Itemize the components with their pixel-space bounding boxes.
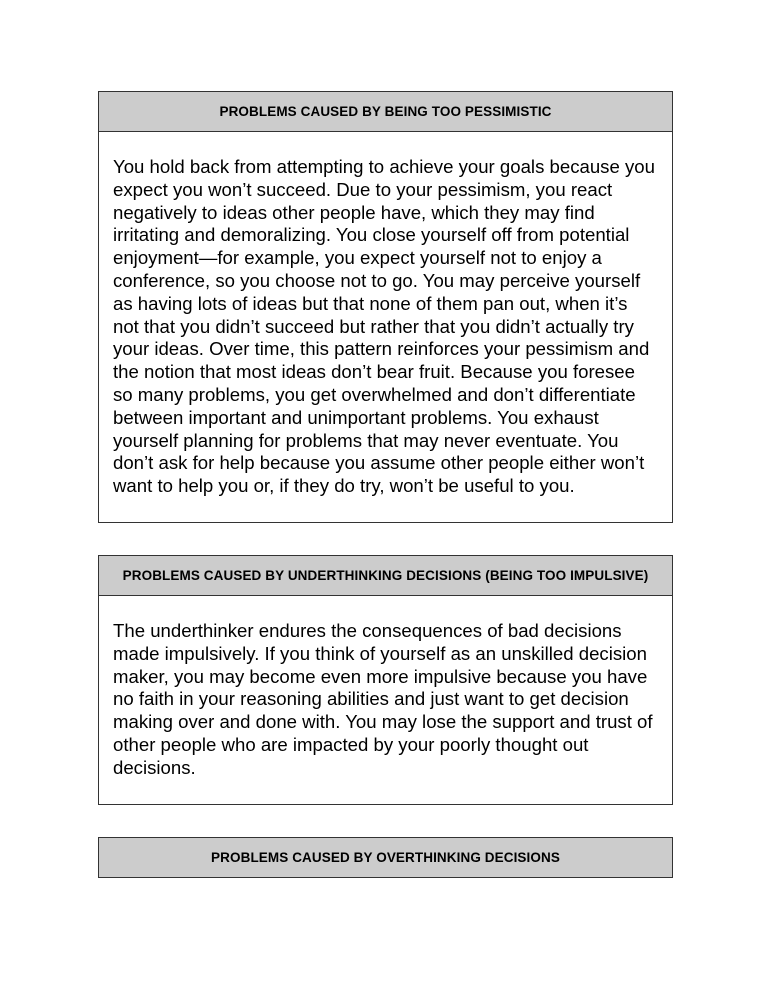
section-heading-underthinking: PROBLEMS CAUSED BY UNDERTHINKING DECISIONS (BEING TOO IMPULSIVE)	[99, 556, 672, 596]
section-body-pessimistic: You hold back from attempting to achieve your goals because you expect you won’t succeed. Due to your pessimism, you react negatively to ideas other people have, which they may find irritating and demoralizing. You close yourself off from potential enjoyment—for example, you expect yourself not to enjoy a conference, so you choose not to go. You may perceive yourself as having lots of ideas but that none of them pan out, when it’s not that you didn’t succeed but rather that you didn’t actually try your ideas. Over time, this pattern reinforces your pessimism and the notion that most ideas don’t bear fruit. Because you foresee so many problems, you get overwhelmed and don’t differentiate between important and unimportant problems. You exhaust yourself planning for problems that may never eventuate. You don’t ask for help because you assume other people either won’t want to help you or, if they do try, won’t be useful to you.	[113, 156, 655, 497]
section-body-underthinking: The underthinker endures the consequences of bad decisions made impulsively. If you think of yourself as an unskilled decision maker, you may become even more impulsive because you have no faith in your reasoning abilities and just want to get decision making over and done with. You may lose the support and trust of other people who are impacted by your poorly thought out decisions.	[113, 620, 653, 778]
section-underthinking	[98, 555, 673, 805]
section-heading-overthinking: PROBLEMS CAUSED BY OVERTHINKING DECISIONS	[99, 838, 672, 877]
section-pessimistic	[98, 91, 673, 523]
section-overthinking	[98, 837, 673, 878]
section-heading-pessimistic: PROBLEMS CAUSED BY BEING TOO PESSIMISTIC	[99, 92, 672, 132]
